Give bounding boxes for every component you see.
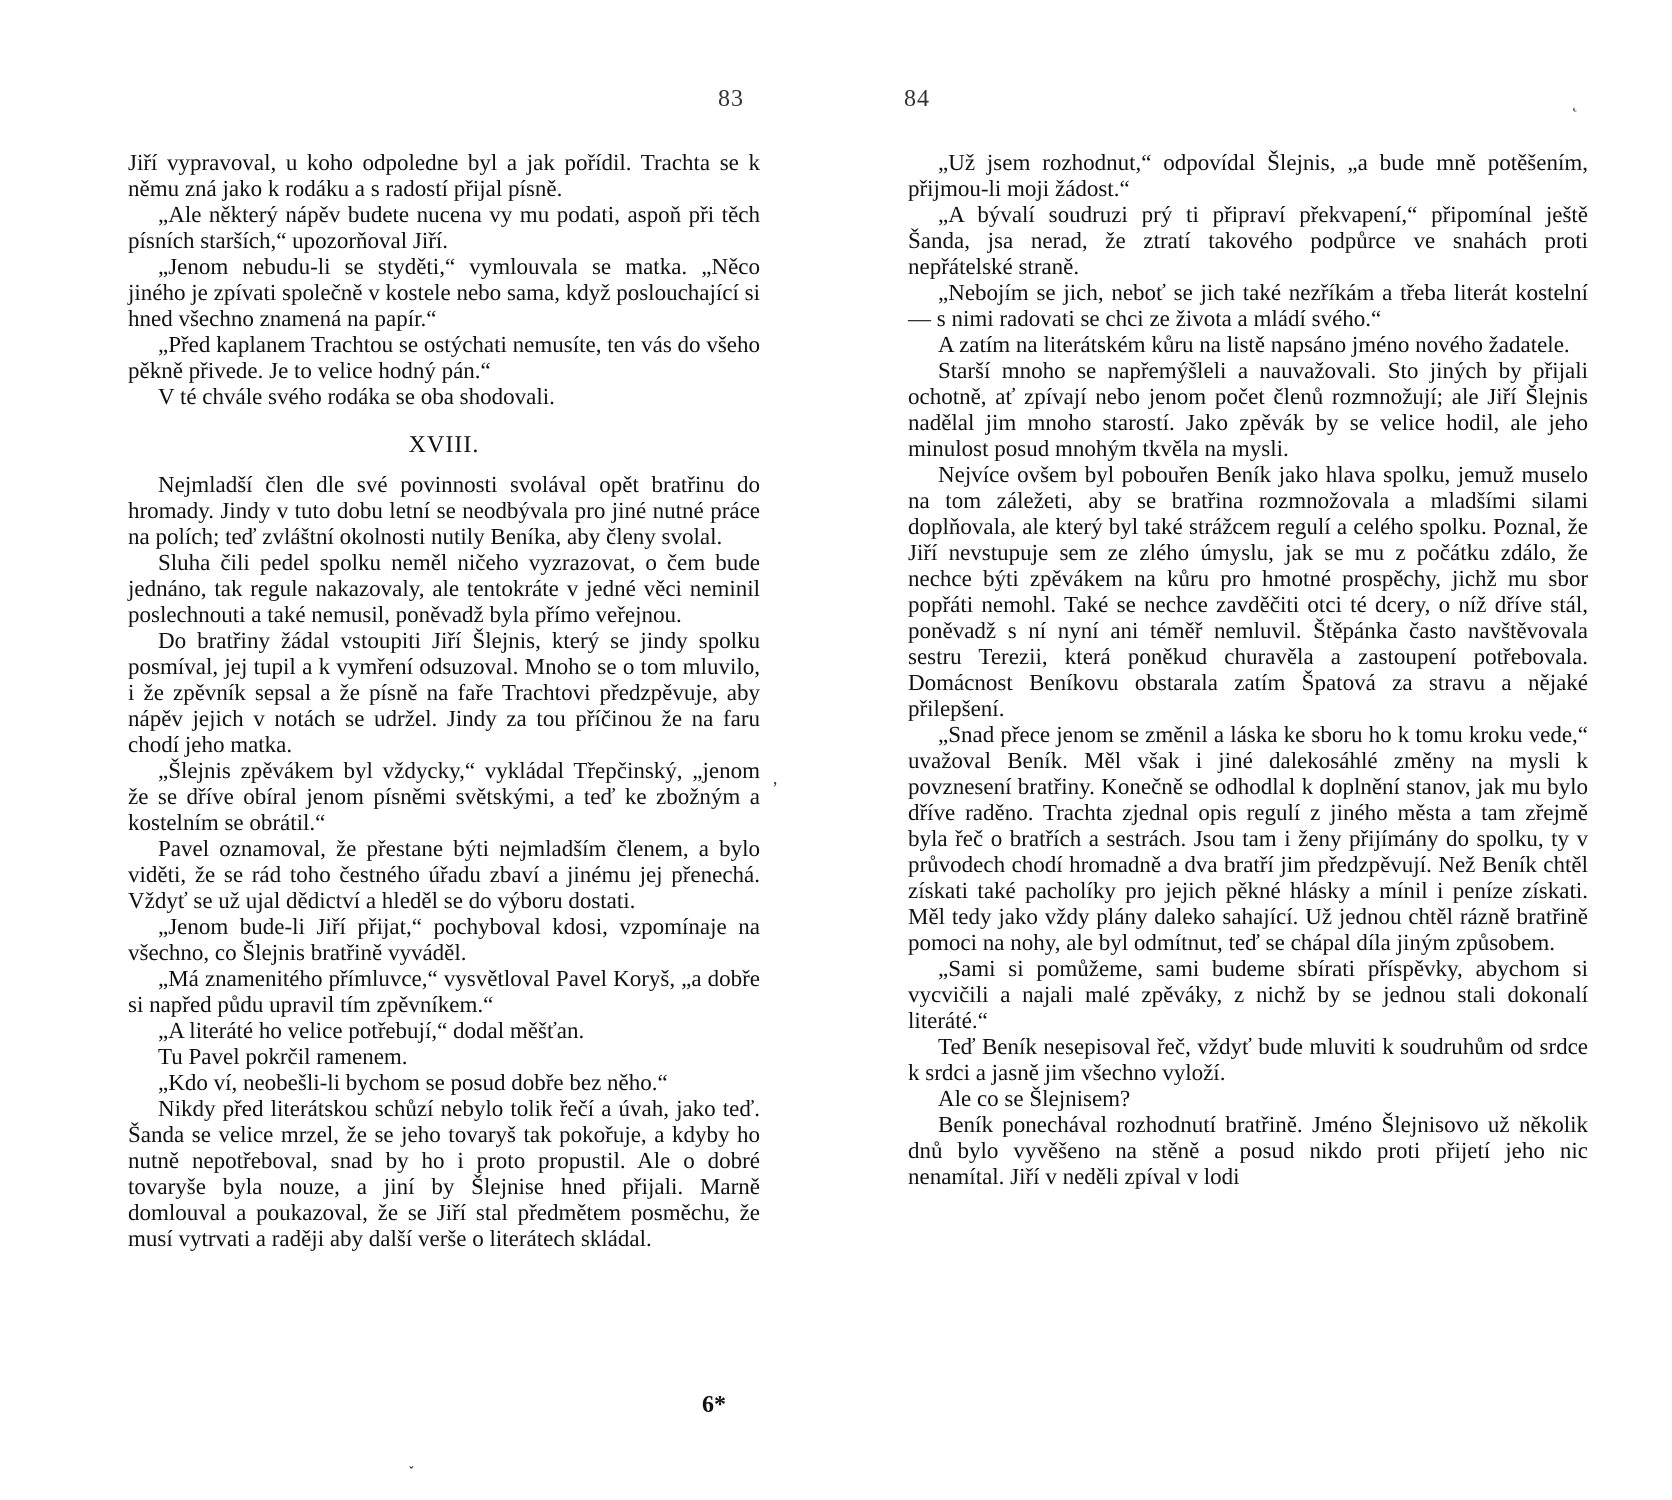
right-page — [836, 0, 1672, 1500]
paragraph: Nikdy před literátskou schůzí nebylo tolik řečí a úvah, jako teď. Šanda se velice mrzel, že se jeho tovaryš tak pokořuje, a kdyby ho nutně nepotřeboval, snad by ho i proto propustil. Ale o dobré tovaryše byla nouze, a jiní by Šlejnise hned přijali. Marně domlouval a poukazoval, že se Jiří stal předmětem posměchu, že musí vytrvati a raději aby další verše o literátech skládal. — [128, 1096, 760, 1251]
paragraph: Sluha čili pedel spolku neměl ničeho vyzrazovat, o čem bude jednáno, tak regule nakazovaly, ale tentokráte v jedné věci neminil poslechnouti a také nemusil, poněvadž byla přímo veřejnou. — [128, 550, 760, 627]
stray-ink-mark: ˯ — [408, 1448, 415, 1470]
paragraph: Nejmladší člen dle své povinnosti svolával opět bratřinu do hromady. Jindy v tuto dobu letní se neodbývala pro jiné nutné práce na polích; teď zvláštní okolnosti nutily Beníka, aby členy svolal. — [128, 472, 760, 549]
paragraph: Ale co se Šlejnisem? — [938, 1086, 1131, 1111]
paragraph: V té chvále svého rodáka se oba shodovali. — [158, 384, 555, 409]
paragraph: Teď Beník nesepisoval řeč, vždyť bude mluviti k soudruhům od srdce k srdci a jasně jim všechno vyloží. — [908, 1034, 1588, 1085]
page-number: 84 — [904, 86, 930, 112]
paragraph: Pavel oznamoval, že přestane býti nejmladším členem, a bylo viděti, že se rád toho čestného úřadu zbaví a jinému jej přenechá. Vždyť se už ujal dědictví a hleděl se do výboru dostati. — [128, 836, 760, 913]
paragraph: „Už jsem rozhodnut,“ odpovídal Šlejnis, „a bude mně potěšením, přijmou-li moji žádost.“ — [908, 150, 1588, 201]
stray-ink-mark: ˛ — [1572, 92, 1578, 112]
chapter-heading: XVIII. — [408, 432, 480, 458]
paragraph: „Snad přece jenom se změnil a láska ke sboru ho k tomu kroku vede,“ uvažoval Beník. Měl však i jiné dalekosáhlé změny na mysli k povznesení bratřiny. Konečně se odhodlal k doplnění stanov, jak mu bylo dříve raděno. Trachta zjednal opis regulí z jiného města a tam zřejmě byla řeč o bratřích a sestrách. Jsou tam i ženy přijímány do spolku, ty v průvodech chodí hromadně a dva bratří jim předzpěvují. Než Beník chtěl získati také pacholíky pro jejich pěkné hlásky a mínil i peníze získati. Měl tedy jako vždy plány daleko sahající. Už jednou chtěl rázně bratřině pomoci na nohy, ale byl odmítnut, teď se chápal díla jiným způsobem. — [908, 722, 1588, 955]
margin-tick-mark: ʼ — [772, 778, 778, 798]
paragraph: Nejvíce ovšem byl pobouřen Beník jako hlava spolku, jemuž muselo na tom záležeti, aby se bratřina rozmnožovala a mladšími silami doplňovala, ale který byl také strážcem regulí a celého spolku. Poznal, že Jiří nevstupuje sem ze zlého úmyslu, jak se mu z počátku zdálo, že nechce býti zpěvákem na kůru pro hmotné prospěchy, jichž mu sbor popřáti nemohl. Také se nechce zavděčiti otci té dcery, o níž dříve stál, poněvadž s ní nyní ani téměř nemluvil. Štěpánka často navštěvovala sestru Terezii, která poněkud churavěla a zastoupení potřebovala. Domácnost Beníkovu obstarala zatím Špatová za stravu a nějaké přilepšení. — [908, 462, 1588, 721]
paragraph: „Jenom bude-li Jiří přijat,“ pochyboval kdosi, vzpomínaje na všechno, co Šlejnis bratřině vyváděl. — [128, 914, 760, 965]
page-number: 83 — [718, 86, 744, 112]
paragraph: „Nebojím se jich, neboť se jich také nezříkám a třeba literát kostelní — s nimi radovati se chci ze života a mládí svého.“ — [908, 280, 1588, 331]
paragraph: Do bratřiny žádal vstoupiti Jiří Šlejnis, který se jindy spolku posmíval, jej tupil a k vymření odsuzoval. Mnoho se o tom mluvilo, i že zpěvník sepsal a že písně na faře Trachtovi předzpěvuje, aby nápěv jejich v notách se udržel. Jindy za tou příčinou že na faru chodí jeho matka. — [128, 628, 760, 757]
paragraph: „Kdo ví, neobešli-li bychom se posud dobře bez něho.“ — [158, 1070, 668, 1095]
paragraph: „A bývalí soudruzi prý ti připraví překvapení,“ připomínal ještě Šanda, jsa nerad, že ztratí takového podpůrce ve snahách proti nepřátelské straně. — [908, 202, 1588, 279]
paragraph: „Šlejnis zpěvákem byl vždycky,“ vykládal Třepčinský, „jenom že se dříve obíral jenom písněmi světskými, a teď ke zbožným a kostelním se obrátil.“ — [128, 758, 760, 835]
paragraph: „Před kaplanem Trachtou se ostýchati nemusíte, ten vás do všeho pěkně přivede. Je to velice hodný pán.“ — [128, 332, 760, 383]
paragraph: A zatím na literátském kůru na listě napsáno jméno nového žadatele. — [938, 332, 1570, 357]
right-text-column — [908, 150, 1588, 1190]
paragraph: „Jenom nebudu-li se styděti,“ vymlouvala se matka. „Něco jiného je zpívati společně v kostele nebo sama, když poslouchající si hned všechno znamená na papír.“ — [128, 254, 760, 331]
paragraph: Starší mnoho se napřemýšleli a nauvažovali. Sto jiných by přijali ochotně, ať zpívají nebo jenom počet členů rozmnožují; ale Jiří Šlejnis nadělal jim mnoho starostí. Jako zpěvák by se velice hodil, ale jeho minulost posud mnohým tkvěla na mysli. — [908, 358, 1588, 461]
paragraph: „A literáté ho velice potřebují,“ dodal měšťan. — [158, 1018, 585, 1043]
paragraph: „Má znamenitého přímluvce,“ vysvětloval Pavel Koryš, „a dobře si napřed půdu upravil tím zpěvníkem.“ — [128, 966, 760, 1017]
signature-mark: 6* — [702, 1392, 726, 1418]
paragraph: Jiří vypravoval, u koho odpoledne byl a jak pořídil. Trachta se k němu zná jako k rodáku a s radostí přijal písně. — [128, 150, 760, 201]
left-text-column — [128, 150, 760, 1252]
paragraph: Tu Pavel pokrčil ramenem. — [158, 1044, 408, 1069]
paragraph: „Sami si pomůžeme, sami budeme sbírati příspěvky, abychom si vycvičili a najali malé zpěváky, z nichž by se jednou stali dokonalí literáté.“ — [908, 956, 1588, 1033]
paragraph: Beník ponechával rozhodnutí bratřině. Jméno Šlejnisovo už několik dnů bylo vyvěšeno na stěně a posud nikdo proti přijetí jeho nic nenamítal. Jiří v neděli zpíval v lodi — [908, 1112, 1588, 1189]
paragraph: „Ale některý nápěv budete nucena vy mu podati, aspoň při těch písních starších,“ upozorňoval Jiří. — [128, 202, 760, 253]
